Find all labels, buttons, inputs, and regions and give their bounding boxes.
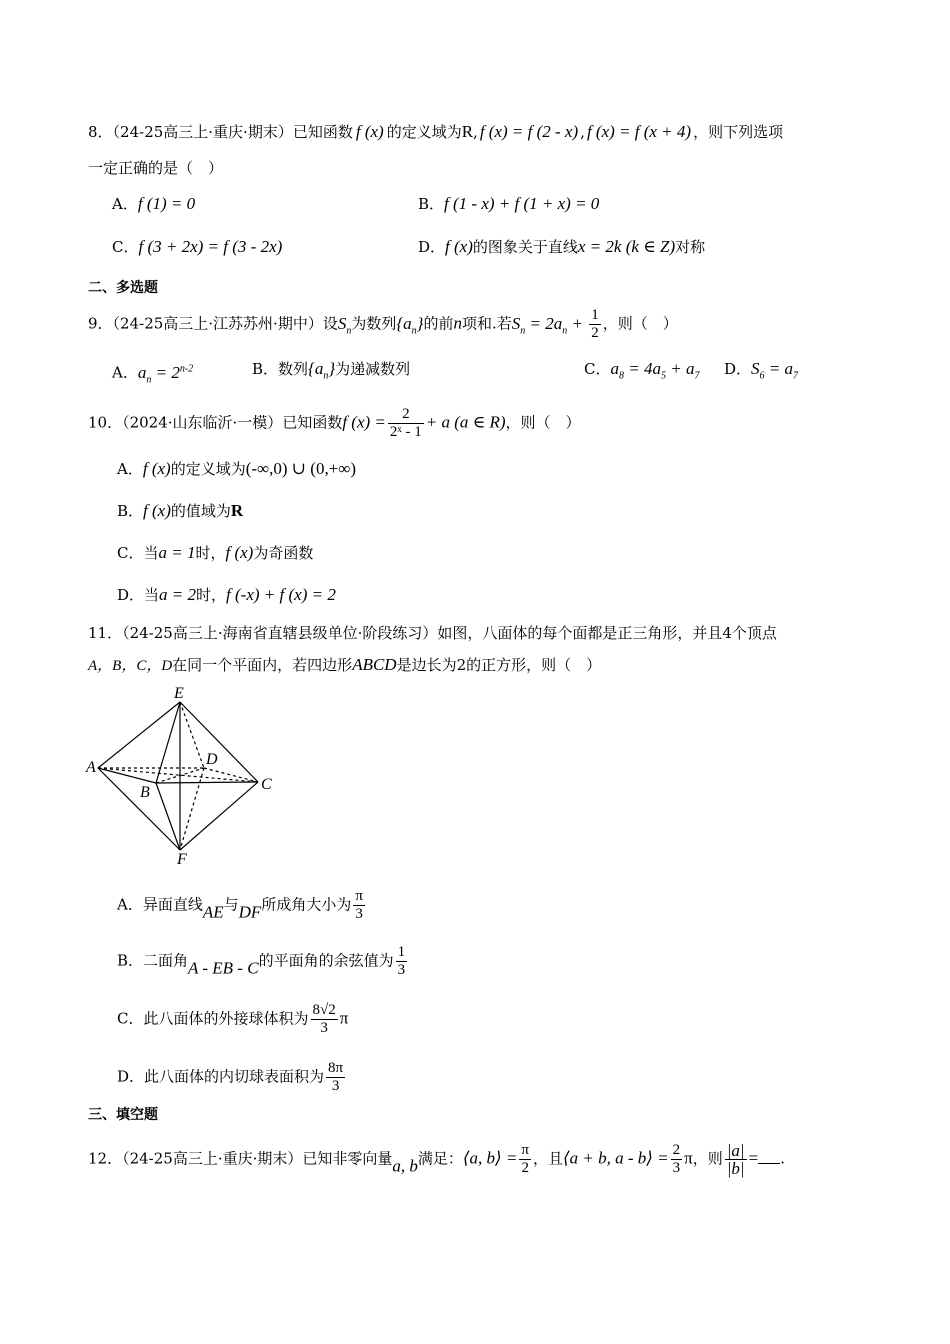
q9-opt-a-math xyxy=(137,362,194,386)
edge-df xyxy=(180,768,204,850)
q11-opt-c-pi: π xyxy=(339,1008,349,1028)
q10-opt-b-math: R xyxy=(230,501,244,520)
q8-fx: f (x) xyxy=(355,122,384,141)
q10-stem xyxy=(88,406,581,441)
q8-stem-line2 xyxy=(88,157,223,179)
edge-bc xyxy=(156,782,258,783)
q9-opt-d-sub2: 7 xyxy=(793,370,799,382)
q9-text2: 为数列 xyxy=(351,314,397,333)
q11-opt-a-ae: AE xyxy=(202,902,224,922)
q11-stem-line2 xyxy=(88,654,601,677)
edge-eb xyxy=(156,702,180,783)
q12-angle2-fraction xyxy=(671,1142,683,1177)
q12-text1: 已知非零向量 xyxy=(302,1149,393,1168)
edge-ab xyxy=(98,768,156,783)
q9-an-sub: n xyxy=(411,324,417,336)
q11-opt-c-text: 此八面体的外接球体积为 xyxy=(143,1009,309,1028)
q9-eq-sub: n xyxy=(520,324,526,336)
q11-option-a xyxy=(117,888,367,924)
q9-option-d xyxy=(724,358,798,387)
q11-text2: 在同一个平面内，若四边形 xyxy=(172,656,353,674)
q9-sn-s: S xyxy=(337,313,347,333)
q8-option-a xyxy=(112,193,195,215)
q8-opt-b-math: f (1 - x) + f (1 + x) = 0 xyxy=(444,194,600,213)
q8-option-b xyxy=(418,193,599,215)
q10-option-d xyxy=(117,584,336,606)
q11-stem-line1 xyxy=(88,622,777,644)
q8-option-d xyxy=(418,236,705,258)
q8-stem-line1: 8．（24-25高三上·重庆·期末）已知函数 f (x) 的定义域为R, f (x) = f (2 - x) , f (x) = f (x + 4) ，则下列选项 xyxy=(88,122,784,141)
q11-opt-a-df: DF xyxy=(238,902,262,922)
q12-angle2-pi: π xyxy=(684,1148,693,1168)
q10-fraction xyxy=(388,406,424,441)
q11-opt-a-text1: 异面直线 xyxy=(142,895,203,914)
q10-opt-c-math: a = 1 xyxy=(158,543,196,562)
q8-opt-d-math: x = 2k (k ∈ Z) xyxy=(577,237,676,256)
diag-ac xyxy=(98,768,258,782)
q8-opt-b-label: B． xyxy=(418,195,445,213)
q9-opt-d-mid: = a xyxy=(764,359,794,378)
q8-opt-c-label: C． xyxy=(112,238,139,256)
q12-source: （24-25高三上·重庆·期末） xyxy=(122,1149,303,1168)
q12-angle1-den: 2 xyxy=(521,1160,529,1176)
q11-opt-b-text2: 的平面角的余弦值为 xyxy=(258,951,394,970)
q11-points: A，B，C，D xyxy=(88,658,173,674)
q9-eq xyxy=(511,313,588,336)
q12-angle1: ⟨a, b⟩ = xyxy=(462,1148,518,1168)
q10-opt-a-fx: f (x) xyxy=(142,459,171,478)
q9-opt-c-sub2: 5 xyxy=(660,370,666,382)
octahedron-figure xyxy=(80,682,280,867)
q9-an-seq xyxy=(396,313,424,336)
q9-opt-b-open: {a xyxy=(308,359,324,378)
q11-option-d xyxy=(117,1060,347,1095)
q12-number: 12． xyxy=(88,1149,123,1168)
q9-fraction xyxy=(589,307,601,342)
q9-stem xyxy=(88,307,678,342)
q9-opt-b-label: B． xyxy=(252,360,279,378)
q10-opt-b-fx: f (x) xyxy=(143,501,171,520)
edge-ea xyxy=(98,702,180,768)
label-a: A xyxy=(86,759,96,776)
q11-opt-b-math: A - EB - C xyxy=(188,958,259,978)
q10-opt-c-text2: 时， xyxy=(195,544,226,562)
q10-opt-d-label: D． xyxy=(117,586,145,604)
q10-opt-a-text: 的定义域为 xyxy=(170,460,246,478)
q9-text1: 设 xyxy=(322,314,338,333)
q11-abcd: ABCD xyxy=(352,655,397,674)
q11-opt-a-fraction xyxy=(353,888,365,923)
q9-opt-d-math xyxy=(751,359,799,382)
q11-opt-d-den: 3 xyxy=(331,1078,340,1094)
q10-option-c xyxy=(117,542,313,564)
q9-an-close: } xyxy=(416,313,424,333)
q10-opt-d-text1: 当 xyxy=(144,586,160,604)
q9-opt-a-sup: n-2 xyxy=(179,363,194,374)
q10-opt-d-text2: 时， xyxy=(196,586,227,604)
q9-opt-b-close: } xyxy=(328,359,336,378)
q9-opt-d-s: S xyxy=(751,359,760,378)
q11-option-c xyxy=(117,1002,348,1037)
q11-opt-d-num: 8π xyxy=(328,1060,344,1076)
section-multi-choice: 二、多选题 xyxy=(88,280,158,296)
q12-text3: ，且 xyxy=(532,1149,563,1168)
q9-option-a xyxy=(112,358,193,391)
q8-option-c xyxy=(112,236,282,258)
q9-eq-s: S xyxy=(511,313,521,333)
q10-option-b xyxy=(117,500,243,522)
q10-opt-d-fx: f (-x) + f (x) = 2 xyxy=(226,585,336,604)
q8-domain-r: R xyxy=(461,122,474,141)
q10-opt-a-math: (-∞,0) ∪ (0,+∞) xyxy=(245,459,357,478)
q9-opt-a-a: a xyxy=(137,362,147,382)
q8-opt-d-text2: 对称 xyxy=(675,238,706,256)
q11-opt-a-text2: 与 xyxy=(223,895,239,914)
q10-rest: + a (a ∈ R) xyxy=(425,412,506,432)
q9-sn xyxy=(337,313,352,336)
q10-frac-num: 2 xyxy=(388,406,424,424)
q12-ab: a, b xyxy=(392,1156,418,1176)
q9-text5: ，则（ ） xyxy=(602,314,678,333)
q8-opt-d-text1: 的图象关于直线 xyxy=(472,238,578,256)
section-fill-blank: 三、填空题 xyxy=(88,1107,158,1123)
q11-opt-d-text: 此八面体的内切球表面积为 xyxy=(144,1067,325,1086)
q8-stem-text3: ，则下列选项 xyxy=(693,123,784,141)
label-d: D xyxy=(206,751,218,768)
q8-source: （24-25高三上·重庆·期末） xyxy=(112,123,293,141)
q9-sn-sub: n xyxy=(346,324,352,336)
q12-stem xyxy=(88,1142,785,1178)
q8-opt-d-label: D． xyxy=(418,238,446,256)
edge-cf xyxy=(180,782,258,850)
q9-text3: 的前 xyxy=(423,314,454,333)
q9-source: （24-25高三上·江苏苏州·期中） xyxy=(112,314,323,333)
q12-text4: ，则 xyxy=(692,1149,723,1168)
q10-fx: f (x) = xyxy=(342,412,386,432)
q11-opt-d-label: D． xyxy=(117,1067,145,1086)
q9-opt-c-plus: + a xyxy=(665,359,695,378)
q10-opt-c-text3: 为奇函数 xyxy=(253,544,314,562)
q9-opt-c-a: a xyxy=(610,359,619,378)
q10-opt-a-label: A． xyxy=(117,460,143,478)
q12-text2: 满足： xyxy=(417,1149,463,1168)
q8-stem-text4: 一定正确的是（ ） xyxy=(88,159,224,177)
q9-an-open: {a xyxy=(396,313,412,333)
label-b: B xyxy=(140,784,150,801)
q11-opt-b-num: 1 xyxy=(397,944,406,960)
label-c: C xyxy=(261,776,272,793)
q10-opt-c-label: C． xyxy=(117,544,144,562)
q10-number: 10． xyxy=(88,413,123,432)
q11-option-b xyxy=(117,944,409,980)
q9-text4: 项和.若 xyxy=(462,314,512,333)
q11-source: （24-25高三上·海南省直辖县级单位·阶段练习） xyxy=(122,624,438,642)
q9-frac-den: 2 xyxy=(591,325,599,341)
q8-stem-text2: 的定义域为 xyxy=(386,123,462,141)
q9-opt-d-label: D． xyxy=(724,360,752,378)
q9-eq-mid: = 2a xyxy=(525,313,563,333)
edge-af xyxy=(98,768,180,850)
q12-answer-blank[interactable] xyxy=(758,1149,780,1164)
q12-angle2-num: 2 xyxy=(672,1142,681,1158)
q10-opt-c-text1: 当 xyxy=(143,544,159,562)
q9-opt-b-seq xyxy=(308,359,336,382)
q9-opt-d-sub1: 6 xyxy=(759,370,765,382)
q9-opt-b-text1: 数列 xyxy=(278,360,309,378)
q11-opt-c-den: 3 xyxy=(320,1020,328,1036)
q12-angle1-fraction xyxy=(519,1142,531,1177)
q9-opt-c-math xyxy=(610,359,700,382)
q11-opt-a-den: 3 xyxy=(355,906,363,922)
q9-option-b xyxy=(252,358,410,387)
q9-opt-b-sub: n xyxy=(323,370,329,382)
q11-opt-b-text1: 二面角 xyxy=(143,951,189,970)
q10-opt-d-math: a = 2 xyxy=(159,585,197,604)
q11-text1: 如图，八面体的每个面都是正三角形，并且4个顶点 xyxy=(437,624,777,642)
q10-opt-b-label: B． xyxy=(117,502,144,520)
q8-opt-a-math: f (1) = 0 xyxy=(137,194,196,213)
q11-opt-d-fraction xyxy=(326,1060,345,1095)
q11-text3: 是边长为2的正方形，则（ ） xyxy=(396,656,602,674)
q9-option-c xyxy=(584,358,699,387)
q9-opt-a-label: A． xyxy=(112,363,138,382)
q11-opt-c-label: C． xyxy=(117,1009,144,1028)
label-e: E xyxy=(174,685,184,702)
label-f: F xyxy=(177,851,187,867)
q12-angle1-num: π xyxy=(521,1142,529,1158)
q11-opt-a-num: π xyxy=(355,888,363,904)
q8-stem-text: 已知函数 xyxy=(292,123,353,141)
q11-opt-b-label: B． xyxy=(117,951,144,970)
q12-angle2: ⟨a + b, a - b⟩ = xyxy=(563,1148,669,1168)
q9-eq-plus: + xyxy=(567,313,588,333)
q11-opt-a-text3: 所成角大小为 xyxy=(261,895,352,914)
q12-angle2-den: 3 xyxy=(672,1160,681,1176)
q11-opt-a-label: A． xyxy=(117,895,143,914)
q11-opt-c-num: 8√2 xyxy=(312,1002,336,1018)
q10-frac-den: 2ˣ - 1 xyxy=(389,424,422,440)
q8-number: 8． xyxy=(88,123,113,141)
q11-opt-b-den: 3 xyxy=(397,962,406,978)
q11-number: 11． xyxy=(88,624,123,642)
q8-cond1: f (x) = f (2 - x) xyxy=(479,122,579,141)
q12-end: . xyxy=(780,1149,785,1168)
q9-opt-a-eq: = 2 xyxy=(151,362,180,382)
q10-opt-b-text: 的值域为 xyxy=(170,502,231,520)
q9-frac-num: 1 xyxy=(591,307,599,323)
q12-ratio-num: |a| xyxy=(726,1141,745,1160)
q12-ratio-fraction xyxy=(725,1142,747,1177)
edge-ec xyxy=(180,702,258,782)
q12-eq: = xyxy=(748,1148,759,1168)
q9-opt-b-text2: 为递减数列 xyxy=(335,360,411,378)
q9-opt-a-sub: n xyxy=(146,374,152,386)
q12-ratio-den: |b| xyxy=(726,1159,745,1178)
q9-eq-mid-sub: n xyxy=(562,324,568,336)
q10-text1: 已知函数 xyxy=(282,413,343,432)
q10-text2: ，则（ ） xyxy=(505,413,581,432)
q9-n: n xyxy=(453,313,462,333)
q9-number: 9． xyxy=(88,314,113,333)
q8-opt-c-math: f (3 + 2x) = f (3 - 2x) xyxy=(138,237,283,256)
edge-ed xyxy=(180,702,204,768)
q8-cond2: f (x) = f (x + 4) xyxy=(586,122,692,141)
q10-source: （2024·山东临沂·一模） xyxy=(122,413,283,432)
q9-opt-c-sub3: 7 xyxy=(694,370,700,382)
q9-opt-c-mid: = 4a xyxy=(623,359,661,378)
edge-bf xyxy=(156,783,180,850)
q11-opt-c-fraction xyxy=(311,1002,338,1037)
q9-opt-c-sub1: 8 xyxy=(618,370,624,382)
q8-opt-a-label: A． xyxy=(112,195,138,213)
q10-option-a xyxy=(117,458,356,480)
q8-opt-d-fx: f (x) xyxy=(445,237,473,256)
q9-opt-c-label: C． xyxy=(584,360,611,378)
q11-opt-b-fraction xyxy=(396,944,408,979)
q10-opt-c-fx: f (x) xyxy=(225,543,254,562)
